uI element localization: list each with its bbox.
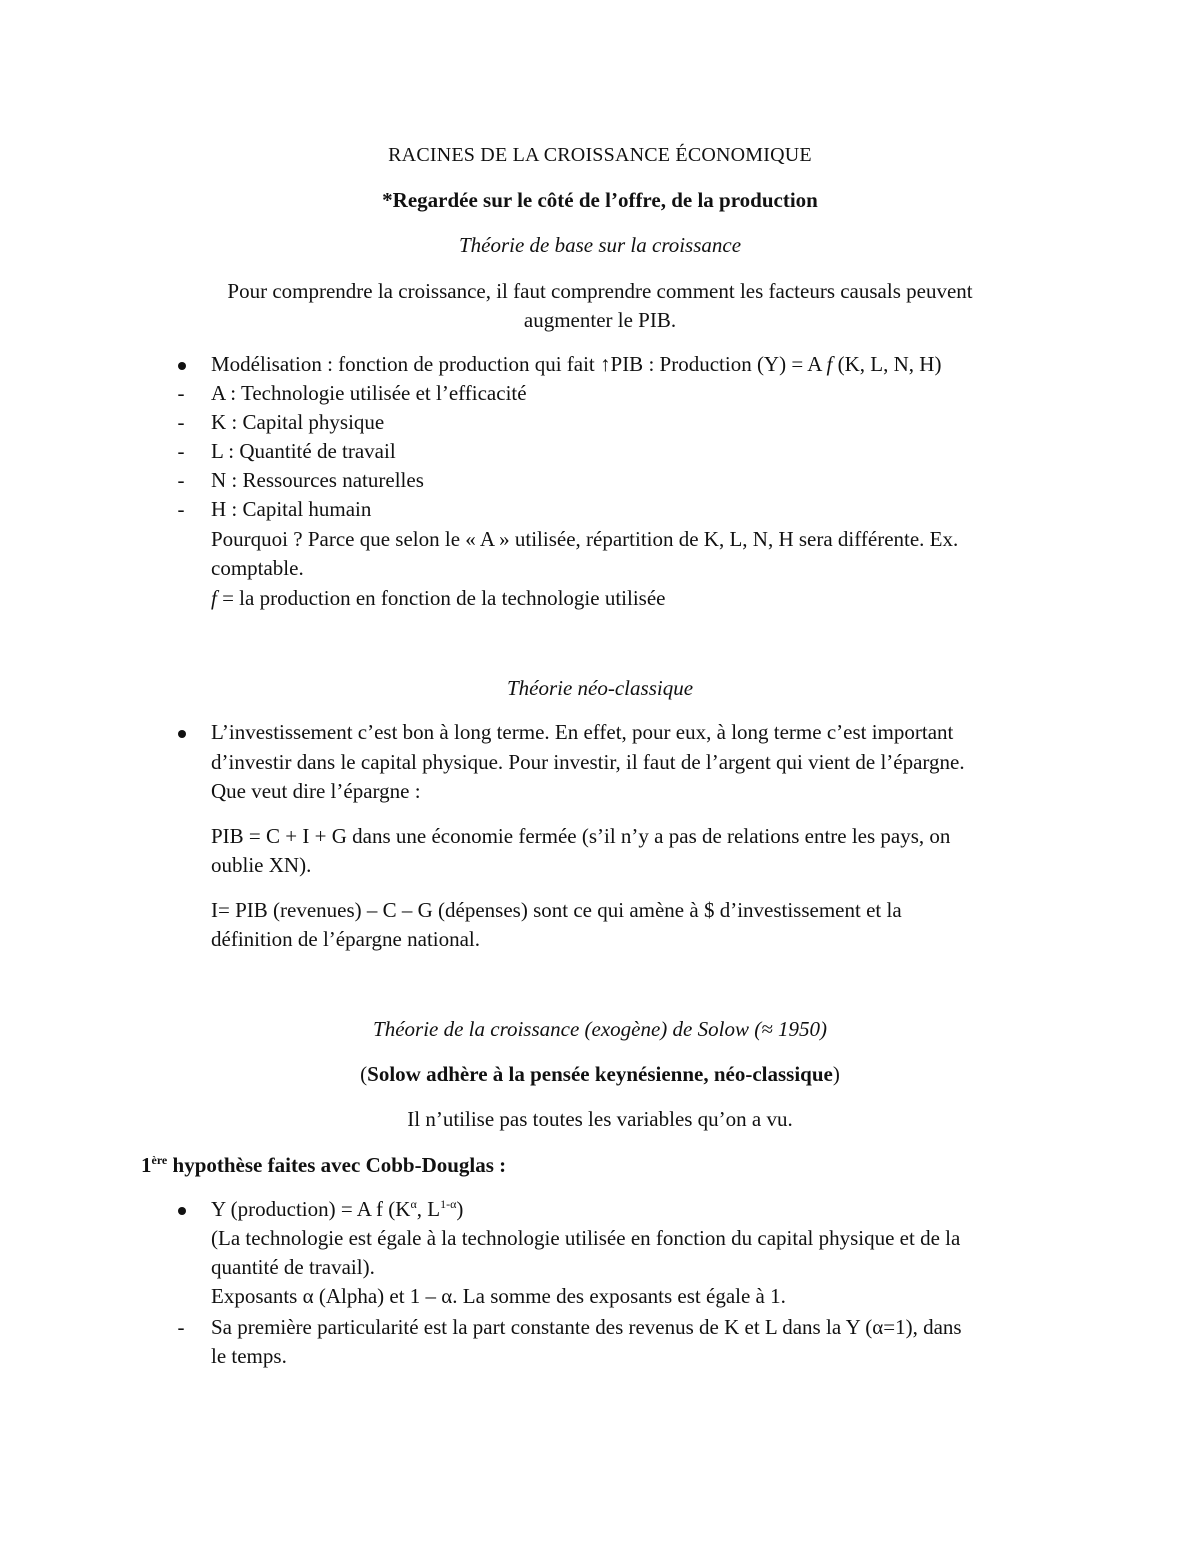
hypothesis-heading: 1ère hypothèse faites avec Cobb-Douglas : xyxy=(141,1153,507,1177)
dash-marker: - xyxy=(177,497,185,521)
f-definition: f = la production en fonction de la technologie utilisée xyxy=(211,586,666,610)
pib-equation-line-2: oublie XN). xyxy=(211,853,312,877)
dash-item-l: L : Quantité de travail xyxy=(211,439,396,463)
bullet-icon xyxy=(172,1195,192,1224)
investment-line-1: L’investissement c’est bon à long terme. En effet, pour eux, à long terme c’est important xyxy=(211,720,954,744)
dash-marker: - xyxy=(177,468,185,492)
intro-line-2: augmenter le PIB. xyxy=(523,308,677,332)
particularity-line-1: Sa première particularité est la part constante des revenus de K et L dans la Y (α=1), dans xyxy=(211,1315,962,1339)
intro-line-1: Pour comprendre la croissance, il faut comprendre comment les facteurs causals peuvent xyxy=(227,279,973,303)
modelisation-bullet-text: Modélisation : fonction de production qui fait ↑PIB : Production (Y) = A f (K, L, N, H) xyxy=(211,352,942,376)
pib-equation-line-1: PIB = C + I + G dans une économie fermée (s’il n’y a pas de relations entre les pays, on xyxy=(211,824,951,848)
bullet-icon xyxy=(172,718,192,747)
document-title: RACINES DE LA CROISSANCE ÉCONOMIQUE xyxy=(388,144,812,166)
dash-item-n: N : Ressources naturelles xyxy=(211,468,424,492)
technology-paren-line-2: quantité de travail). xyxy=(211,1255,375,1279)
document-subtitle: *Regardée sur le côté de l’offre, de la production xyxy=(382,188,818,212)
section-heading-neoclassical: Théorie néo-classique xyxy=(506,676,694,700)
dash-marker: - xyxy=(177,381,185,405)
investment-line-3: Que veut dire l’épargne : xyxy=(211,779,421,803)
particularity-line-2: le temps. xyxy=(211,1344,287,1368)
technology-paren-line-1: (La technologie est égale à la technologie utilisée en fonction du capital physique et de la xyxy=(211,1226,961,1250)
dash-marker: - xyxy=(177,439,185,463)
dash-marker: - xyxy=(177,1315,185,1339)
solow-subheading: (Solow adhère à la pensée keynésienne, néo-classique) xyxy=(360,1062,840,1086)
dash-item-h: H : Capital humain xyxy=(211,497,372,521)
exponents-line: Exposants α (Alpha) et 1 – α. La somme des exposants est égale à 1. xyxy=(211,1284,786,1308)
solow-note: Il n’utilise pas toutes les variables qu’on a vu. xyxy=(407,1107,793,1131)
bullet-icon xyxy=(172,350,192,379)
dash-marker: - xyxy=(177,410,185,434)
investment-equation-line-1: I= PIB (revenues) – C – G (dépenses) sont ce qui amène à $ d’investissement et la xyxy=(211,898,902,922)
dash-item-k: K : Capital physique xyxy=(211,410,385,434)
cobb-douglas-equation: Y (production) = A f ($K^\alpha$, $L^{1-\alpha}$) xyxy=(211,1197,464,1221)
why-line-2: comptable. xyxy=(211,556,304,580)
investment-line-2: d’investir dans le capital physique. Pour investir, il faut de l’argent qui vient de l’épargne. xyxy=(211,750,965,774)
investment-equation-line-2: définition de l’épargne national. xyxy=(211,927,481,951)
section-heading-base-theory: Théorie de base sur la croissance xyxy=(458,233,742,257)
why-line-1: Pourquoi ? Parce que selon le « A » utilisée, répartition de K, L, N, H sera différente. Ex. xyxy=(211,527,959,551)
dash-item-a: A : Technologie utilisée et l’efficacité xyxy=(211,381,527,405)
section-heading-solow: Théorie de la croissance (exogène) de Solow (≈ 1950) xyxy=(373,1017,827,1041)
